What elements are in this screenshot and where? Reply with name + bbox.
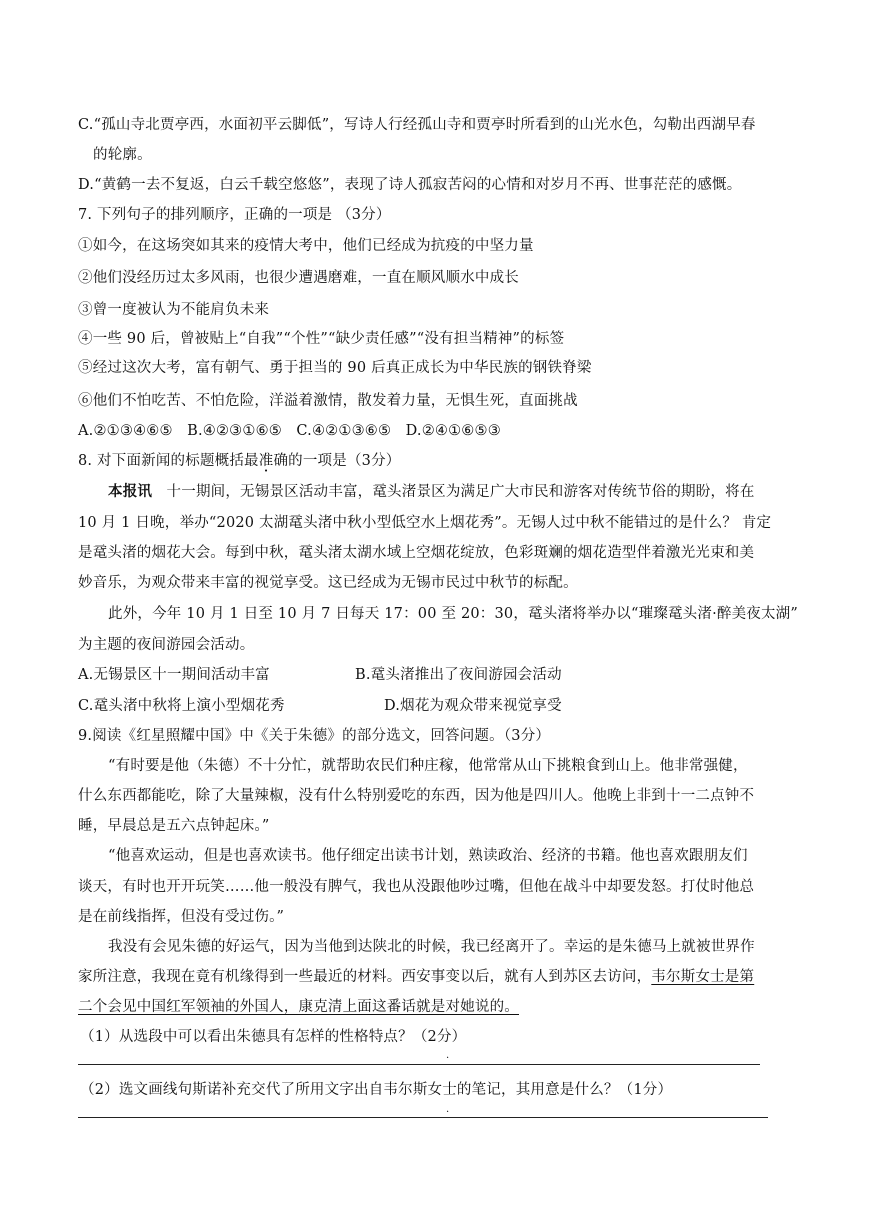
answer-line-2[interactable] bbox=[78, 1117, 768, 1118]
answer-line-1[interactable] bbox=[78, 1064, 760, 1065]
q7-item-5: ⑤经过这次大考，富有朝气、勇于担当的 90 后真正成长为中华民族的钢铁脊梁 bbox=[78, 360, 592, 376]
q7-item-4: ④一些 90 后，曾被贴上“自我”“个性”“缺少责任感”“没有担当精神”的标签 bbox=[78, 331, 565, 347]
q9-passage-p3-line2-text: 家所注意，我现在竟有机缘得到一些最近的材料。西安事变以后，就有人到苏区去访问， bbox=[78, 969, 652, 985]
q8-news-text1: 十一期间，无锡景区活动丰富，鼋头渚景区为满足广大市民和游客对传统节俗的期盼，将在 bbox=[166, 484, 755, 500]
q9-passage-p3-line2 bbox=[78, 967, 754, 987]
answer-line-1-dot: . bbox=[446, 1050, 450, 1061]
q6-option-c-line1: C.“孤山寺北贾亭西，水面初平云脚低”，写诗人行经孤山寺和贾亭时所看到的山光水色，勾勒出西湖早春 bbox=[78, 117, 756, 133]
q9-passage-p1-line2: 什么东西都能吃，除了大量辣椒，没有什么特别爱吃的东西，因为他是四川人。他晚上非到十一二点钟不 bbox=[78, 788, 755, 804]
q7-options: A.②①③④⑥⑤ B.④②③①⑥⑤ C.④②①③⑥⑤ D.②④①⑥⑤③ bbox=[78, 423, 501, 439]
q6-option-d: D.“黄鹤一去不复返，白云千载空悠悠”，表现了诗人孤寂苦闷的心情和对岁月不再、世事茫茫的感慨。 bbox=[78, 177, 742, 193]
q9-passage-p1-line3: 睡，早晨总是五六点钟起床。” bbox=[78, 818, 270, 834]
q8-option-b: B.鼋头渚推出了夜间游园会活动 bbox=[355, 667, 562, 683]
q6-option-c-line2: 的轮廓。 bbox=[93, 147, 152, 163]
q7-item-3: ③曾一度被认为不能肩负未来 bbox=[78, 302, 270, 318]
q8-news-line1 bbox=[108, 482, 755, 502]
q8-stem-post: 确的一项是（3分） bbox=[273, 453, 401, 469]
q9-underlined-sentence-start: 韦尔斯女士是第 bbox=[651, 969, 755, 985]
q7-item-2: ②他们没经历过太多风雨，也很少遭遇磨难，一直在顺风顺水中成长 bbox=[78, 270, 519, 286]
q8-stem-pre: 8. 对下面新闻的标题概括最 bbox=[78, 453, 259, 469]
q7-item-1: ①如今，在这场突如其来的疫情大考中，他们已经成为抗疫的中坚力量 bbox=[78, 238, 534, 254]
q8-news-line6: 为主题的夜间游园会活动。 bbox=[78, 637, 255, 653]
q8-news-line5: 此外，今年 10 月 1 日至 10 月 7 日每天 17：00 至 20：30，鼋头渚将举办以“璀璨鼋头渚·醉美夜太湖” bbox=[108, 606, 798, 622]
q8-news-lead: 本报讯 bbox=[108, 483, 153, 500]
answer-line-2-dot: . bbox=[446, 1104, 450, 1115]
q8-option-c: C.鼋头渚中秋将上演小型烟花秀 bbox=[78, 698, 285, 714]
q9-passage-p2-line3: 是在前线指挥，但没有受过伤。” bbox=[78, 909, 285, 925]
q9-underlined-sentence-end: 二个会见中国红军领袖的外国人，康克清上面这番话就是对她说的。 bbox=[78, 999, 519, 1015]
q8-news-line3: 是鼋头渚的烟花大会。每到中秋，鼋头渚太湖水域上空烟花绽放，色彩斑斓的烟花造型伴着激光光束和美 bbox=[78, 545, 755, 561]
q9-passage-p1-line1: “有时要是他（朱德）不十分忙，就帮助农民们种庄稼，他常常从山下挑粮食到山上。他非常强健， bbox=[108, 758, 748, 774]
q9-passage-p2-line2: 谈天，有时也开开玩笑……他一般没有脾气，我也从没跟他吵过嘴，但他在战斗中却要发怒。打仗时他总 bbox=[78, 879, 755, 895]
q8-news-line2: 10 月 1 日晚，举办“2020 太湖鼋头渚中秋小型低空水上烟花秀”。无锡人过中秋不能错过的是什么？ 肯定 bbox=[78, 515, 772, 531]
q8-stem bbox=[78, 451, 400, 471]
q8-option-d: D.烟花为观众带来视觉享受 bbox=[384, 698, 562, 714]
q8-news-line4: 妙音乐，为观众带来丰富的视觉享受。这已经成为无锡市民过中秋节的标配。 bbox=[78, 575, 578, 591]
q9-subquestion-1: （1）从选段中可以看出朱德具有怎样的性格特点？（2分） bbox=[80, 1029, 467, 1045]
q8-stem-emphasis: 准 bbox=[258, 453, 274, 469]
q8-option-a: A.无锡景区十一期间活动丰富 bbox=[78, 667, 270, 683]
q9-subquestion-2: （2）选文画线句斯诺补充交代了所用文字出自韦尔斯女士的笔记，其用意是什么？（1分） bbox=[80, 1082, 673, 1098]
q9-stem: 9.阅读《红星照耀中国》中《关于朱德》的部分选文，回答问题。（3分） bbox=[78, 728, 551, 744]
q9-passage-p3-line1: 我没有会见朱德的好运气，因为当他到达陕北的时候，我已经离开了。幸运的是朱德马上就被世界作 bbox=[108, 939, 755, 955]
q7-item-6: ⑥他们不怕吃苦、不怕危险，洋溢着激情，散发着力量，无惧生死，直面挑战 bbox=[78, 393, 578, 409]
q7-stem: 7. 下列句子的排列顺序，正确的一项是 （3分） bbox=[78, 207, 391, 223]
q9-passage-p2-line1: “他喜欢运动，但是也喜欢读书。他仔细定出读书计划，熟读政治、经济的书籍。他也喜欢跟朋友们 bbox=[108, 848, 748, 864]
